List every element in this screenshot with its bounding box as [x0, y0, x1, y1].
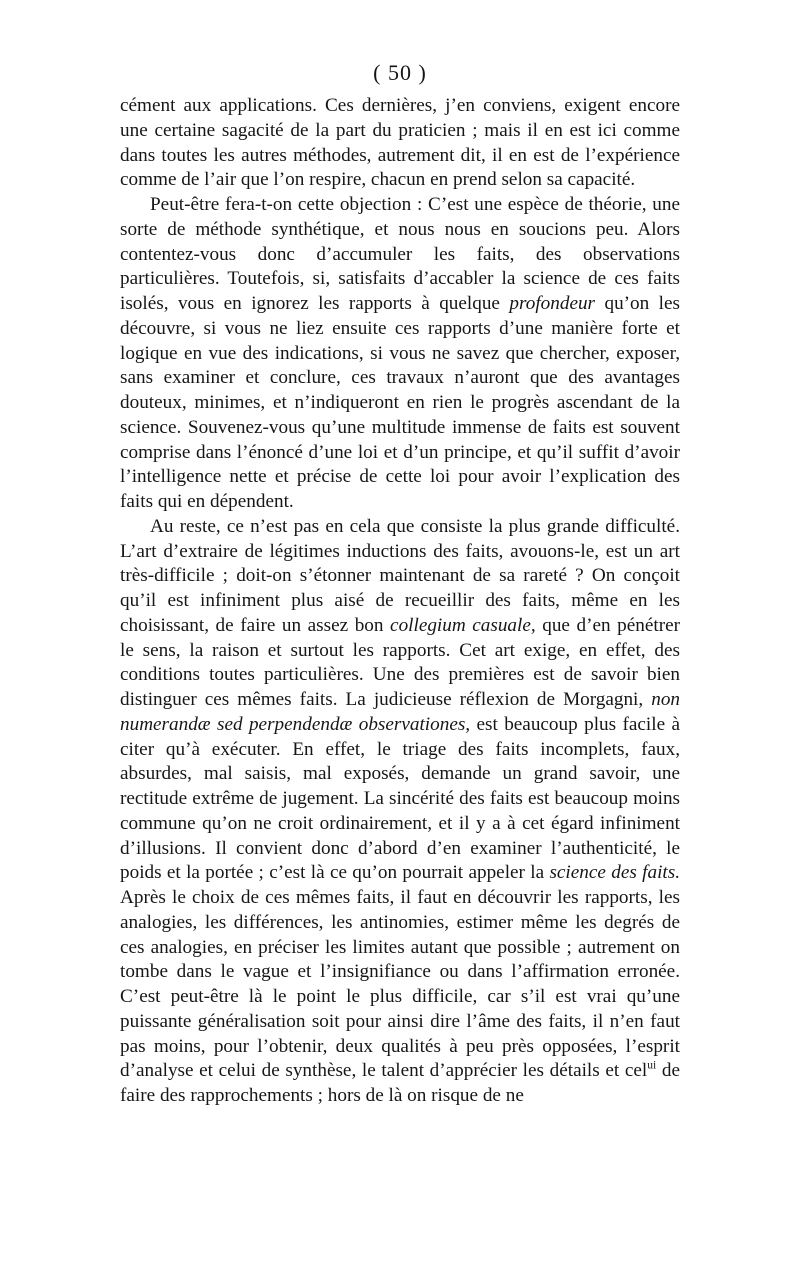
text-run: Après le choix de ces mêmes faits, il faut en découvrir les rapports, les analogies, les différences, les antinomies, estimer même les degrés de ces analogies, en préciser les limites autant que possible ; autrement on tombe dans le vague et l’insignifiance ou dans l’affirmation erronée. C’est peut-être là le point le plus difficile, car s’il est vrai qu’une puissante généralisation soit pour ainsi dire l’âme des faits, il n’en faut pas moins, pour l’obtenir, deux qualités à peu près opposées, l’esprit d’analyse et celui de synthèse, le talent d’apprécier les détails et cel — [120, 887, 680, 1082]
text-run: est beaucoup plus facile à citer qu’à exécuter. En effet, le triage des faits incomplets, faux, absurdes, mal saisis, mal exposés, demande un grand savoir, une rectitude extrême de jugement. La sincérité des faits est beaucoup moins commune qu’on ne croit ordinairement, et il y a à cet égard infiniment d’illusions. Il convient donc d’abord d’en examiner l’authenticité, le poids et la portée ; c’est là ce qu’on pourrait appeler la — [120, 713, 680, 884]
text-run: qu’on les découvre, si vous ne liez ensuite ces rapports d’une manière forte et logique en vue des indications, si vous ne savez que chercher, exposer, sans examiner et conclure, ces travaux n’auront que des avantages douteux, minimes, et n’indiqueront en rien le progrès ascendant de la science. Souvenez-vous qu’une multitude immense de faits est souvent comprise dans l’énoncé d’une loi et d’un principe, et qu’il suffit d’avoir l’intelligence nette et précise de cette loi pour avoir l’explication des faits qui en dépendent. — [120, 293, 680, 512]
italic-phrase: collegium casuale, — [390, 614, 536, 636]
italic-phrase: non numerandæ sed perpendendæ observationes, — [120, 689, 680, 735]
text-run: Peut-être fera-t-on cette objection : C’est une espèce de théorie, une sorte de méthode synthétique, et nous nous en soucions peu. Alors contentez-vous donc d’accumuler les faits, des observations particulières. Toutefois, si, satisfaits d’accabler la science de ces faits isolés, vous en ignorez les rapports à quelque — [120, 194, 680, 314]
paragraph — [120, 193, 680, 515]
italic-phrase: profondeur — [509, 293, 596, 314]
text-run: cément aux applications. Ces dernières, j’en conviens, exigent encore une certaine sagacité de la part du praticien ; mais il en est ici comme dans toutes les autres méthodes, autrement dit, il en est de l’expérience comme de l’air que l’on respire, chacun en prend selon sa capacité. — [120, 95, 680, 191]
page-number: ( 50 ) — [373, 60, 427, 85]
superscript-text: ui — [647, 1059, 657, 1072]
text-run: de faire des rapprochements ; hors de là on risque de ne — [120, 1060, 680, 1106]
text-run: Au reste, ce n’est pas en cela que consiste la plus grande difficulté. L’art d’extraire de légitimes inductions des faits, avouons-le, est un art très-difficile ; doit-on s’étonner maintenant de sa rareté ? On conçoit qu’il est infiniment plus aisé de recueillir des faits, même en les choisissant, de faire un assez bon — [120, 515, 680, 636]
paragraph — [120, 515, 680, 1109]
paragraph — [120, 94, 680, 193]
italic-phrase: science des faits. — [549, 862, 681, 884]
text-run: que d’en pénétrer le sens, la raison et surtout les rapports. Cet art exige, en effet, des conditions toutes particulières. Une des premières est de savoir bien distinguer ces mêmes faits. La judicieuse réflexion de Morgagni, — [120, 614, 680, 710]
book-page — [120, 60, 680, 1109]
page-body — [120, 94, 680, 1109]
